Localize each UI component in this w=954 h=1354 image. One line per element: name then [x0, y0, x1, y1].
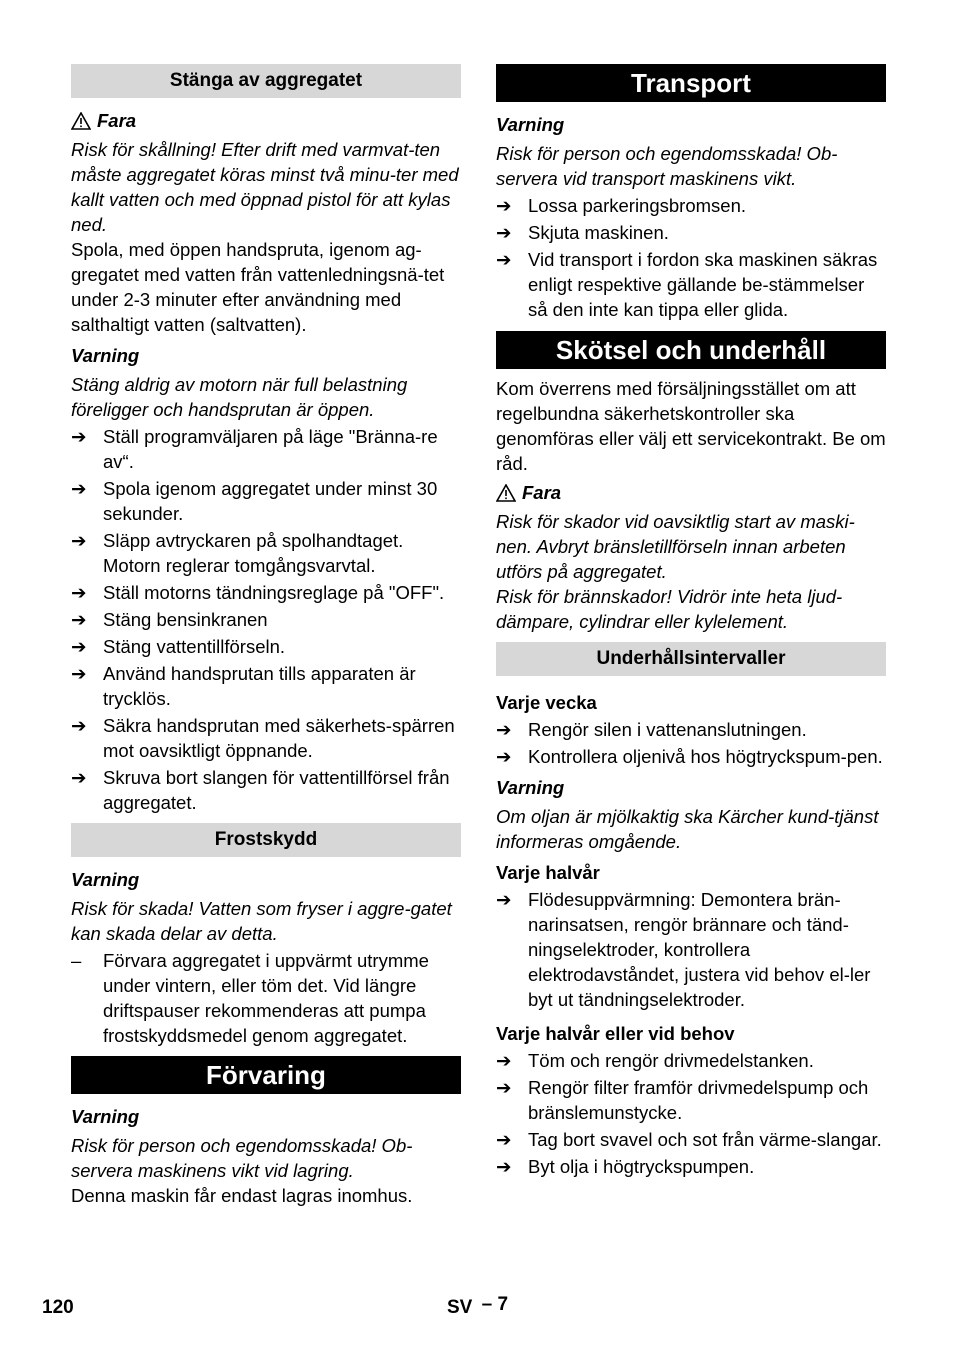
section-title-forvaring: Förvaring — [71, 1056, 461, 1094]
fara-heading — [496, 480, 886, 505]
arrow-right-icon: ➔ — [71, 609, 87, 630]
arrow-right-icon: ➔ — [496, 1129, 512, 1150]
page-number: 120 — [42, 1297, 74, 1318]
fara-label: Fara — [97, 110, 137, 131]
list-item: ➔ Flödesuppvärmning: Demontera brän-narinsatsen, rengör brännare och tänd-ningselektroder, kontrollera elektrodavståndet, justera vid behov el-ler byt ut tändningselektroder. — [496, 889, 871, 1010]
list-item: ➔ Säkra handsprutan med säkerhets-spärren mot oavsiktligt öppnande. — [71, 715, 455, 761]
list-item: ➔ Släpp avtryckaren på spolhandtaget. Motorn reglerar tomgångsvarvtal. — [71, 530, 404, 576]
varning-text: Risk för skada! Vatten som fryser i aggre-gatet kan skada delar av detta. — [71, 898, 452, 944]
arrow-right-icon: ➔ — [496, 889, 512, 910]
section-title-frostskydd: Frostskydd — [71, 823, 461, 857]
list-item: ➔ Ställ motorns tändningsreglage på "OFF". — [71, 582, 445, 603]
fara-text: Risk för brännskador! Vidrör inte heta ljud-dämpare, cylindrar eller kylelement. — [496, 586, 843, 632]
section-title-stanga: Stänga av aggregatet — [71, 64, 461, 98]
arrow-right-icon: ➔ — [496, 746, 512, 767]
halfyear-need-title: Varje halvår eller vid behov — [496, 1023, 735, 1044]
arrow-right-icon: ➔ — [71, 715, 87, 736]
list-item: ➔ Töm och rengör drivmedelstanken. — [496, 1050, 814, 1071]
varning-label: Varning — [71, 345, 140, 366]
left-column — [71, 64, 461, 1208]
list-item: ➔ Ställ programväljaren på läge "Bränna-re av“. — [71, 426, 438, 472]
halfyear-title: Varje halvår — [496, 862, 600, 883]
list-item: – Förvara aggregatet i uppvärmt utrymme under vintern, eller töm det. Vid längre driftspauser rekommenderas att pumpa frostskyddsmedel genom aggregatet. — [71, 950, 429, 1046]
list-item: ➔ Rengör silen i vattenanslutningen. — [496, 719, 807, 740]
list-item: ➔ Rengör filter framför drivmedelspump och bränslemunstycke. — [496, 1077, 869, 1123]
arrow-right-icon: ➔ — [496, 719, 512, 740]
varning-label: Varning — [496, 777, 565, 798]
varning-text: Om oljan är mjölkaktig ska Kärcher kund-tjänst informeras omgående. — [496, 806, 879, 852]
varning-label: Varning — [496, 114, 565, 135]
spola-text: Spola, med öppen handspruta, igenom ag-gregatet med vatten från vattenledningsnä-tet under 2-3 minuter efter användning med salthaltigt vatten (saltvatten). — [71, 239, 445, 335]
list-item: ➔ Använd handsprutan tills apparaten är trycklös. — [71, 663, 416, 709]
footer-label — [447, 1294, 509, 1319]
list-item: ➔ Lossa parkeringsbromsen. — [496, 195, 746, 216]
list-item: ➔ Vid transport i fordon ska maskinen säkras enligt respektive gällande be-stämmelser så den inte kan tippa eller glida. — [496, 249, 878, 320]
dash-marker: – — [71, 950, 82, 971]
section-title-transport: Transport — [496, 64, 886, 102]
varning-label: Varning — [71, 869, 140, 890]
section-title-skotsel: Skötsel och underhåll — [496, 331, 886, 369]
transport-steps — [496, 193, 886, 322]
arrow-right-icon: ➔ — [71, 582, 87, 603]
list-item: ➔ Skruva bort slangen för vattentillförsel från aggregatet. — [71, 767, 450, 813]
arrow-right-icon: ➔ — [71, 636, 87, 657]
arrow-right-icon: ➔ — [496, 249, 512, 270]
storage-text: Denna maskin får endast lagras inomhus. — [71, 1185, 413, 1206]
arrow-right-icon: ➔ — [71, 663, 87, 684]
warning-triangle-icon — [496, 484, 516, 502]
arrow-right-icon: ➔ — [496, 222, 512, 243]
steps-list — [71, 424, 461, 815]
arrow-right-icon: ➔ — [496, 1156, 512, 1177]
varning-label: Varning — [71, 1106, 140, 1127]
fara-heading — [71, 108, 461, 133]
fara-text: Risk för skållning! Efter drift med varmvat-ten måste aggregatet köras minst två minu-ter med kallt vatten och med öppnad pistol för att kylas ned. — [71, 139, 459, 235]
lang-label: SV — [447, 1297, 473, 1318]
arrow-right-icon: ➔ — [496, 1050, 512, 1071]
warning-triangle-icon — [71, 112, 91, 130]
arrow-right-icon: ➔ — [71, 767, 87, 788]
arrow-right-icon: ➔ — [71, 426, 87, 447]
list-item: ➔ Stäng bensinkranen — [71, 609, 268, 630]
list-item: ➔ Tag bort svavel och sot från värme-slangar. — [496, 1129, 882, 1150]
right-column — [496, 64, 886, 1179]
arrow-right-icon: ➔ — [71, 530, 87, 551]
varning-text: Risk för person och egendomsskada! Ob-servera vid transport maskinens vikt. — [496, 143, 838, 189]
list-item: ➔ Kontrollera oljenivå hos högtryckspum-pen. — [496, 746, 883, 767]
list-item: ➔ Skjuta maskinen. — [496, 222, 669, 243]
fara-text: Risk för skador vid oavsiktlig start av maski-nen. Avbryt bränsletillförseln innan arbeten utförs på aggregatet. — [496, 511, 855, 582]
arrow-right-icon: ➔ — [496, 195, 512, 216]
varning-text: Risk för person och egendomsskada! Ob-servera maskinens vikt vid lagring. — [71, 1135, 413, 1181]
list-item: ➔ Spola igenom aggregatet under minst 30 sekunder. — [71, 478, 438, 524]
arrow-right-icon: ➔ — [496, 1077, 512, 1098]
list-item: ➔ Byt olja i högtryckspumpen. — [496, 1156, 755, 1177]
page-sub: – 7 — [481, 1294, 509, 1315]
fara-label: Fara — [522, 482, 562, 503]
section-title-underhall: Underhållsintervaller — [496, 642, 886, 676]
intro-text: Kom överrens med försäljningsstället om att regelbundna säkerhetskontroller ska genomföras eller välj ett servicekontrakt. Be om råd. — [496, 378, 886, 474]
arrow-right-icon: ➔ — [71, 478, 87, 499]
list-item: ➔ Stäng vattentillförseln. — [71, 636, 286, 657]
varning-text: Stäng aldrig av motorn när full belastning föreligger och handsprutan är öppen. — [71, 374, 408, 420]
weekly-title: Varje vecka — [496, 692, 597, 713]
